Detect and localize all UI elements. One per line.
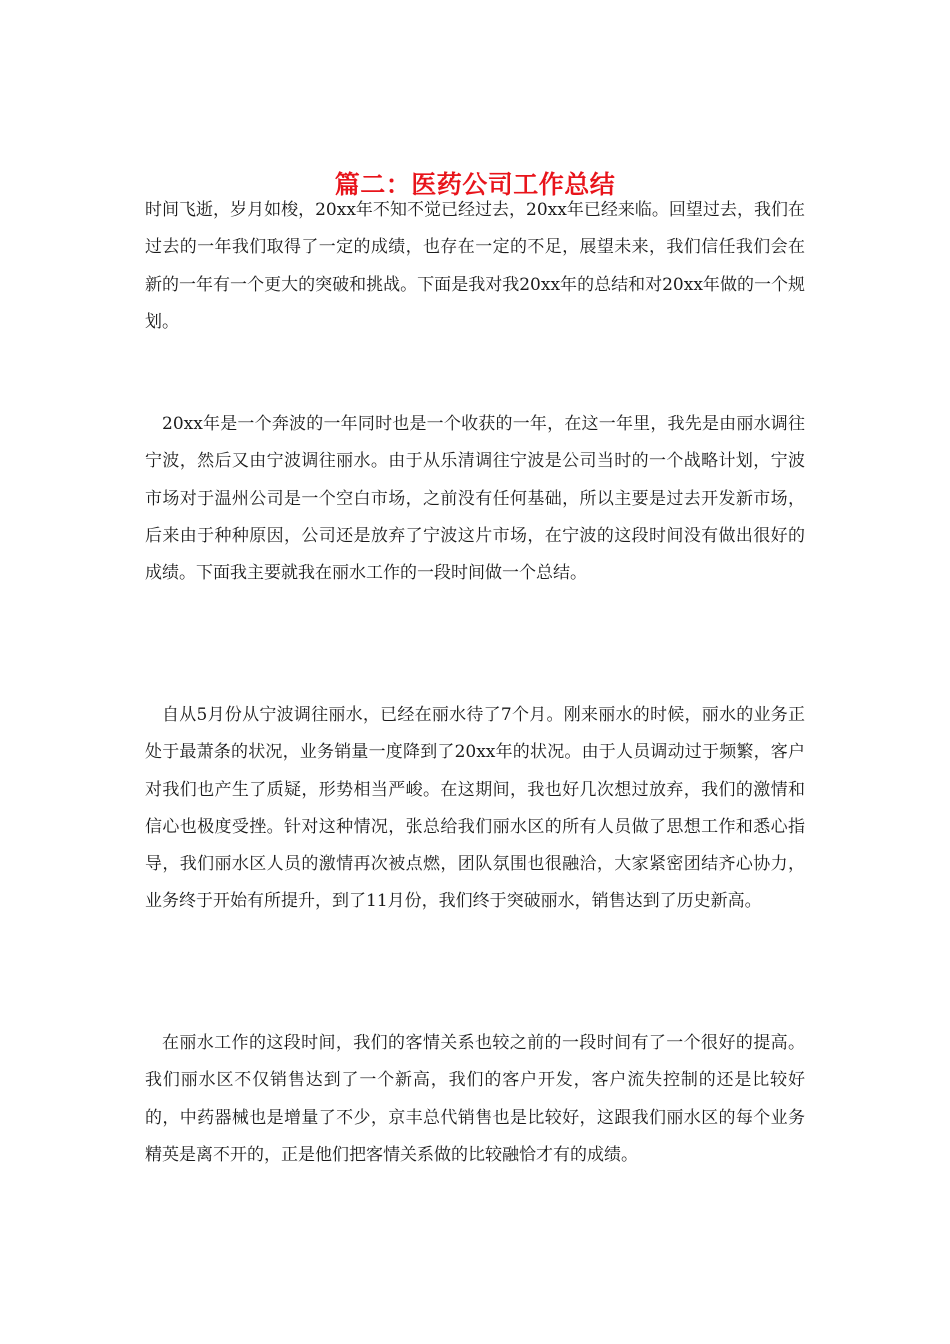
paragraph-intro: 时间飞逝，岁月如梭，20xx年不知不觉已经过去，20xx年已经来临。回望过去，我们在过去的一年我们取得了一定的成绩，也存在一定的不足，展望未来，我们信任我们会在新的一年有一个更大的突破和挑战。下面是我对我20xx年的总结和对20xx年做的一个规划。 [145, 200, 805, 332]
paragraph-customer-relations: 在丽水工作的这段时间，我们的客情关系也较之前的一段时间有了一个很好的提高。我们丽水区不仅销售达到了一个新高，我们的客户开发，客户流失控制的还是比较好的，中药器械也是增量了不少，京丰总代销售也是比较好，这跟我们丽水区的每个业务精英是离不开的，正是他们把客情关系做的比较融恰才有的成绩。 [145, 1033, 805, 1165]
paragraph-ningbo: 20xx年是一个奔波的一年同时也是一个收获的一年，在这一年里，我先是由丽水调往宁波，然后又由宁波调往丽水。由于从乐清调往宁波是公司当时的一个战略计划，宁波市场对于温州公司是一个空白市场，之前没有任何基础，所以主要是过去开发新市场，后来由于种种原因，公司还是放弃了宁波这片市场，在宁波的这段时间没有做出很好的成绩。下面我主要就我在丽水工作的一段时间做一个总结。 [145, 414, 805, 584]
paragraph-lishui-sales: 自从5月份从宁波调往丽水，已经在丽水待了7个月。刚来丽水的时候，丽水的业务正处于最萧条的状况，业务销量一度降到了20xx年的状况。由于人员调动过于频繁，客户对我们也产生了质疑，形势相当严峻。在这期间，我也好几次想过放弃，我们的激情和信心也极度受挫。针对这种情况，张总给我们丽水区的所有人员做了思想工作和悉心指导，我们丽水区人员的激情再次被点燃，团队氛围也很融洽，大家紧密团结齐心协力，业务终于开始有所提升，到了11月份，我们终于突破丽水，销售达到了历史新高。 [145, 705, 805, 912]
document-title: 篇二：医药公司工作总结 [334, 169, 616, 199]
